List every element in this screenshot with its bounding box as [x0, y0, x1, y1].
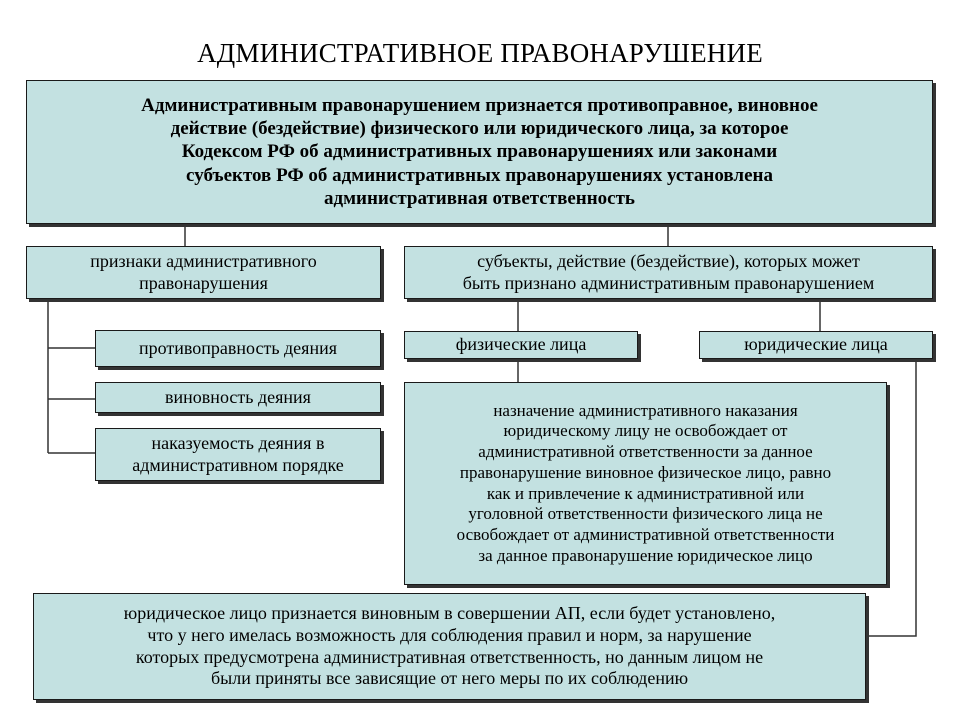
individuals-note-box: назначение административного наказания юридическому лицу не освобождает от административной ответственности за данное правонарушение виновное физическое лицо, равно как и привлечение к административной или уголовной ответственности физического лица не освобождает от административной ответственности за данное правонарушение юридическое лицо [404, 382, 887, 585]
page-title: АДМИНИСТРАТИВНОЕ ПРАВОНАРУШЕНИЕ [197, 38, 763, 68]
feature-punishability-box: наказуемость деяния в административном порядке [95, 428, 381, 481]
legal-entities-box: юридические лица [699, 331, 933, 359]
definition-box: Административным правонарушением признается противоправное, виновное действие (бездействие) физического или юридического лица, за которое Кодексом РФ об административных правонарушениях или законами субъектов РФ об административных правонарушениях установлена административная ответственность [26, 80, 933, 224]
feature-guilt-box: виновность деяния [95, 382, 381, 413]
subjects-header-box: субъекты, действие (бездействие), которых может быть признано административным правонарушением [404, 246, 933, 299]
individuals-box: физические лица [404, 331, 638, 359]
feature-unlawfulness-box: противоправность деяния [95, 330, 381, 367]
legal-entities-note-box: юридическое лицо признается виновным в совершении АП, если будет установлено, что у него имелась возможность для соблюдения правил и норм, за нарушение которых предусмотрена административная ответственность, но данным лицом не были приняты все зависящие от него меры по их соблюдению [33, 593, 866, 700]
features-header-box: признаки административного правонарушения [26, 246, 381, 299]
